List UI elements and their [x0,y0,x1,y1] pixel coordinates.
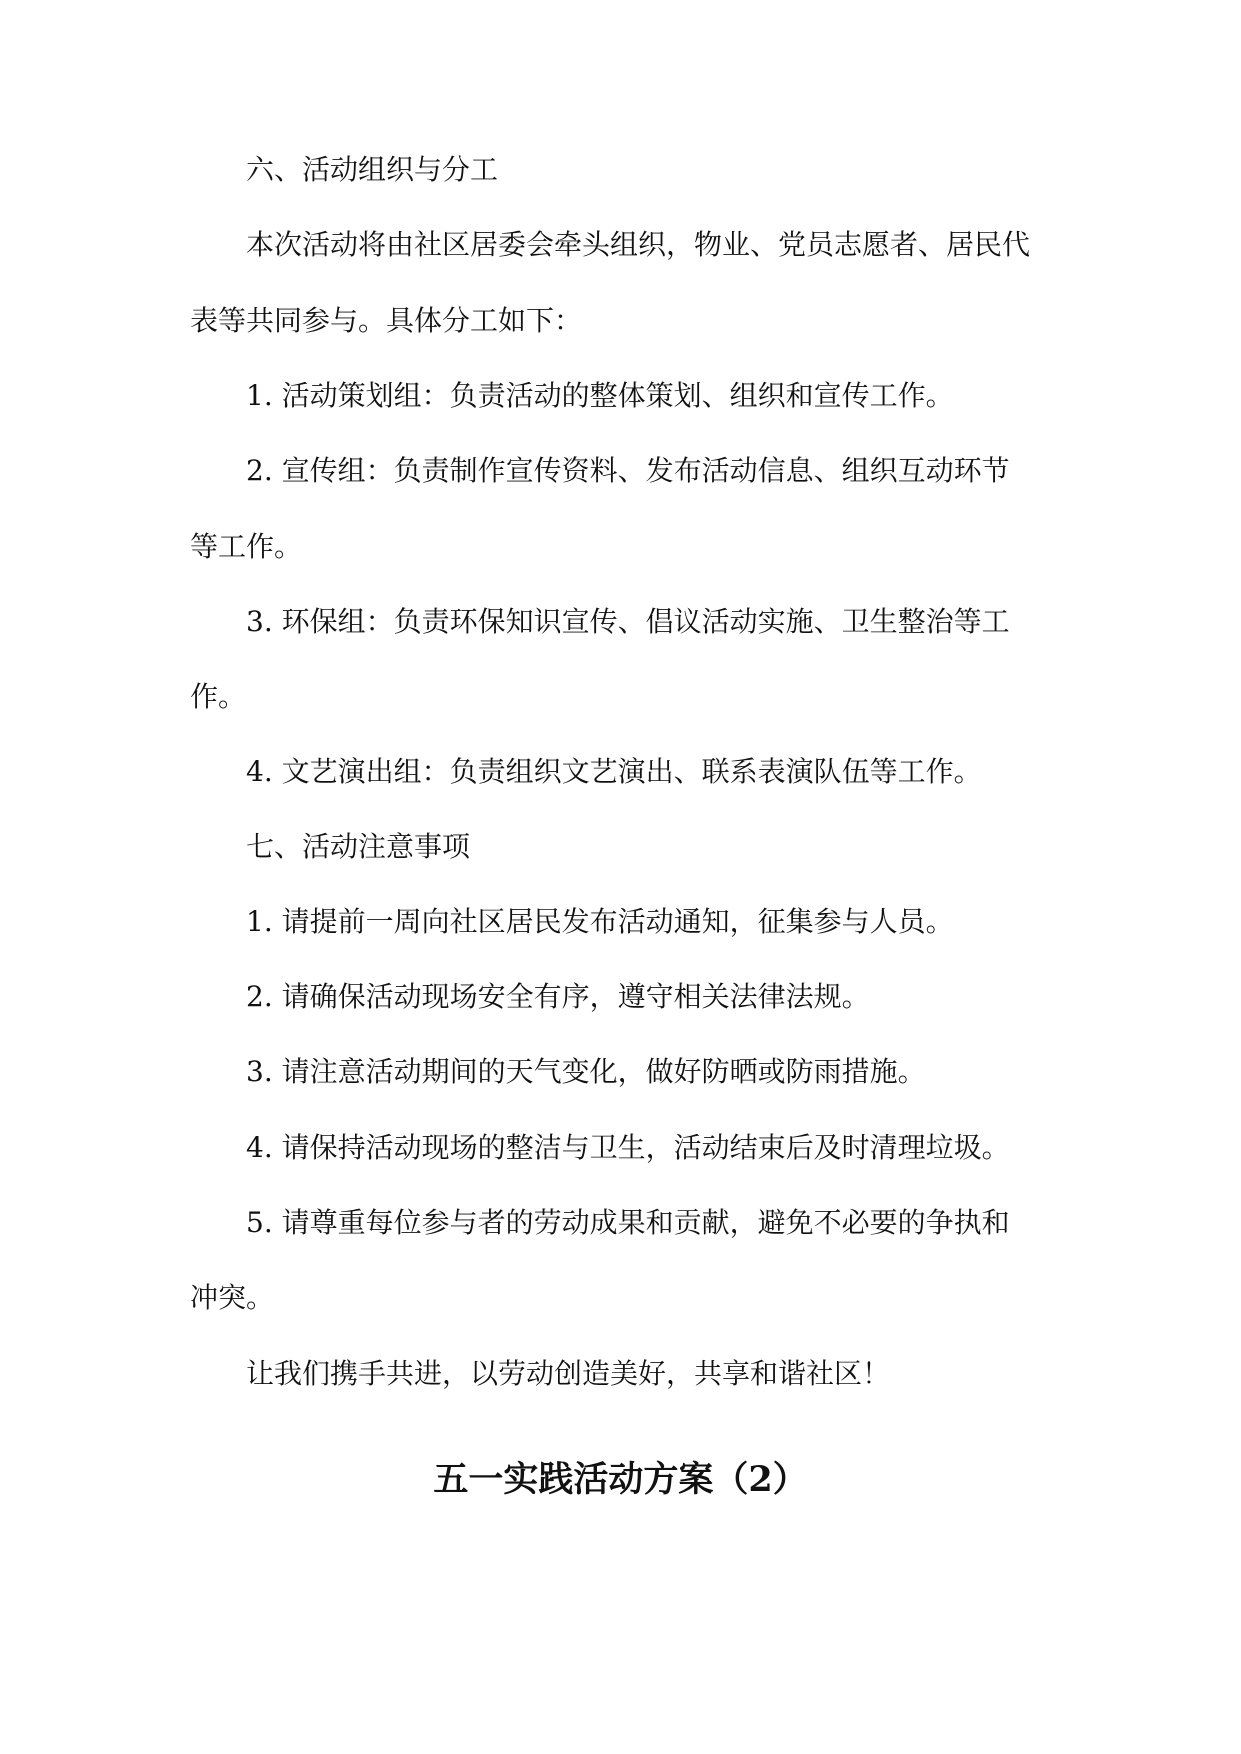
list-item: 4. 文艺演出组：负责组织文艺演出、联系表演队伍等工作。 [246,755,982,788]
list-item: 3. 请注意活动期间的天气变化，做好防晒或防雨措施。 [246,1055,926,1088]
list-item-continuation: 等工作。 [190,530,303,563]
paragraph-line: 本次活动将由社区居委会牵头组织，物业、党员志愿者、居民代 [246,228,1031,261]
section-heading-organization: 六、活动组织与分工 [246,153,499,186]
list-item: 4. 请保持活动现场的整洁与卫生，活动结束后及时清理垃圾。 [246,1131,1010,1164]
list-item-continuation: 作。 [190,680,247,713]
list-item: 1. 请提前一周向社区居民发布活动通知，征集参与人员。 [246,905,954,938]
list-item: 2. 宣传组：负责制作宣传资料、发布活动信息、组织互动环节 [246,454,1010,487]
closing-statement: 让我们携手共进，以劳动创造美好，共享和谐社区！ [246,1357,891,1390]
list-item: 1. 活动策划组：负责活动的整体策划、组织和宣传工作。 [246,379,954,412]
document-title: 五一实践活动方案（2） [433,1459,808,1500]
list-item: 5. 请尊重每位参与者的劳动成果和贡献，避免不必要的争执和 [246,1206,1010,1239]
section-heading-precautions: 七、活动注意事项 [246,830,471,863]
list-item: 2. 请确保活动现场安全有序，遵守相关法律法规。 [246,980,870,1013]
list-item: 3. 环保组：负责环保知识宣传、倡议活动实施、卫生整治等工 [246,605,1010,638]
list-item-continuation: 冲突。 [190,1281,275,1314]
paragraph-line: 表等共同参与。具体分工如下： [190,304,583,337]
